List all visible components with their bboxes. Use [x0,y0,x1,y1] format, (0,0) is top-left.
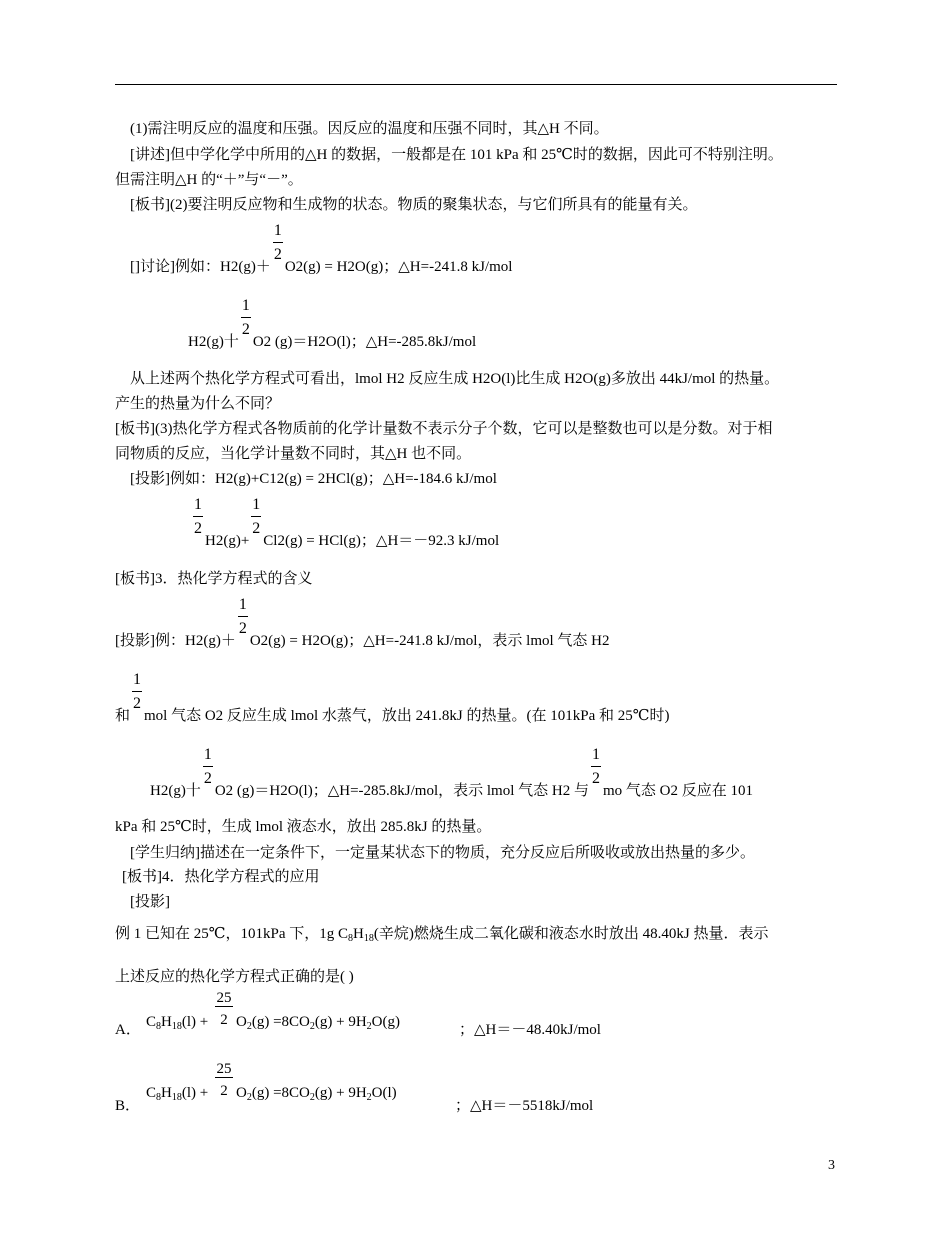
option-a-enthalpy: ；△H＝－48.40kJ/mol [459,1022,601,1038]
equation-line: H2(g)十 $\frac{1}{2}$ O2 (g)＝H2O(l)；△H=-285.8kJ/mol，表示 lmol 气态 H2 与 $\frac{1}{2}$ mo 气态 O2 反应在 101 [150,746,753,799]
text-line: [板书]3．热化学方程式的含义 [115,571,313,587]
text-line: [投影] [130,894,170,910]
equation-line: H2(g)十 $\frac{1}{2}$ O2 (g)＝H2O(l)；△H=-285.8kJ/mol [188,297,477,350]
text-line: 但需注明△H 的“＋”与“－”。 [115,172,303,188]
fraction-25-over-2: $\frac{25}{2}$ [216,1061,232,1099]
text-line: [板书](3)热化学方程式各物质前的化学计量数不表示分子个数，它可以是整数也可以是分数。对于相 [115,421,773,437]
option-b-label: B． [115,1098,141,1114]
text-line: [学生归纳]描述在一定条件下，一定量某状态下的物质，充分反应后所吸收或放出热量的多少。 [130,845,755,861]
fraction-half: $\frac{1}{2}$ [252,496,261,537]
option-b-enthalpy: ；△H＝－5518kJ/mol [455,1098,594,1114]
equation-line: $\frac{1}{2}$ H2(g)+ $\frac{1}{2}$ Cl2(g) = HCl(g)；△H＝－92.3 kJ/mol [194,496,500,549]
fraction-25-over-2: $\frac{25}{2}$ [216,990,232,1028]
fraction-half: $\frac{1}{2}$ [241,297,250,338]
fraction-half: $\frac{1}{2}$ [194,496,202,537]
equation-line: []讨论]例如：H2(g)＋ $\frac{1}{2}$ O2(g) = H2O(g)；△H=-241.8 kJ/mol [130,222,513,275]
fraction-half: $\frac{1}{2}$ [203,746,212,787]
text-line: (1)需注明反应的温度和压强。因反应的温度和压强不同时，其△H 不同。 [130,121,609,137]
text-line: [板书]4．热化学方程式的应用 [122,869,320,885]
fraction-half: $\frac{1}{2}$ [238,596,247,637]
equation-line: 和 $\frac{1}{2}$ mol 气态 O2 反应生成 lmol 水蒸气，放出 241.8kJ 的热量。(在 101kPa 和 25℃时) [115,671,670,724]
fraction-half: $\frac{1}{2}$ [591,746,600,787]
text-line: [板书](2)要注明反应物和生成物的状态。物质的聚集状态，与它们所具有的能量有关。 [130,197,698,213]
equation-line: [投影]例如：H2(g)+C12(g) = 2HCl(g)；△H=-184.6 kJ/mol [130,471,497,487]
octane-formula: $C_8H_{18}$ [338,926,374,944]
text-line: 从上述两个热化学方程式可看出，lmol H2 反应生成 H2O(l)比生成 H2O(g)多放出 44kJ/mol 的热量。 [130,371,780,387]
question-line: 例 1 已知在 25℃，101kPa 下，1g $C_8H_{18}$(辛烷)燃烧生成二氧化碳和液态水时放出 48.40kJ 热量．表示 [115,926,769,944]
equation-line: [投影]例：H2(g)＋ $\frac{1}{2}$ O2(g) = H2O(g)；△H=-241.8 kJ/mol，表示 lmol 气态 H2 [115,596,610,649]
text-line: kPa 和 25℃时，生成 lmol 液态水，放出 285.8kJ 的热量。 [115,819,492,835]
option-a-label: A． [115,1022,141,1038]
text-line: [讲述]但中学化学中所用的△H 的数据，一般都是在 101 kPa 和 25℃时的数据，因此可不特别注明。 [130,147,783,163]
text-line: 上述反应的热化学方程式正确的是( ) [115,969,354,985]
text-line: 同物质的反应，当化学计量数不同时，其△H 也不同。 [115,446,472,462]
header-rule [115,84,837,85]
text-line: 产生的热量为什么不同？ [115,396,281,412]
option-b-equation: $C_8H_{18}(l)$ + $\frac{25}{2}$ $O_2(g) =8CO_2(g) + 9H_2O(l)$ [146,1061,397,1103]
fraction-half: $\frac{1}{2}$ [273,222,282,263]
page-number: 3 [828,1158,835,1173]
fraction-half: $\frac{1}{2}$ [133,671,142,712]
option-a-equation: $C_8H_{18}(l)$ + $\frac{25}{2}$ $O_2(g) =8CO_2(g) + 9H_2O(g)$ [146,990,400,1032]
